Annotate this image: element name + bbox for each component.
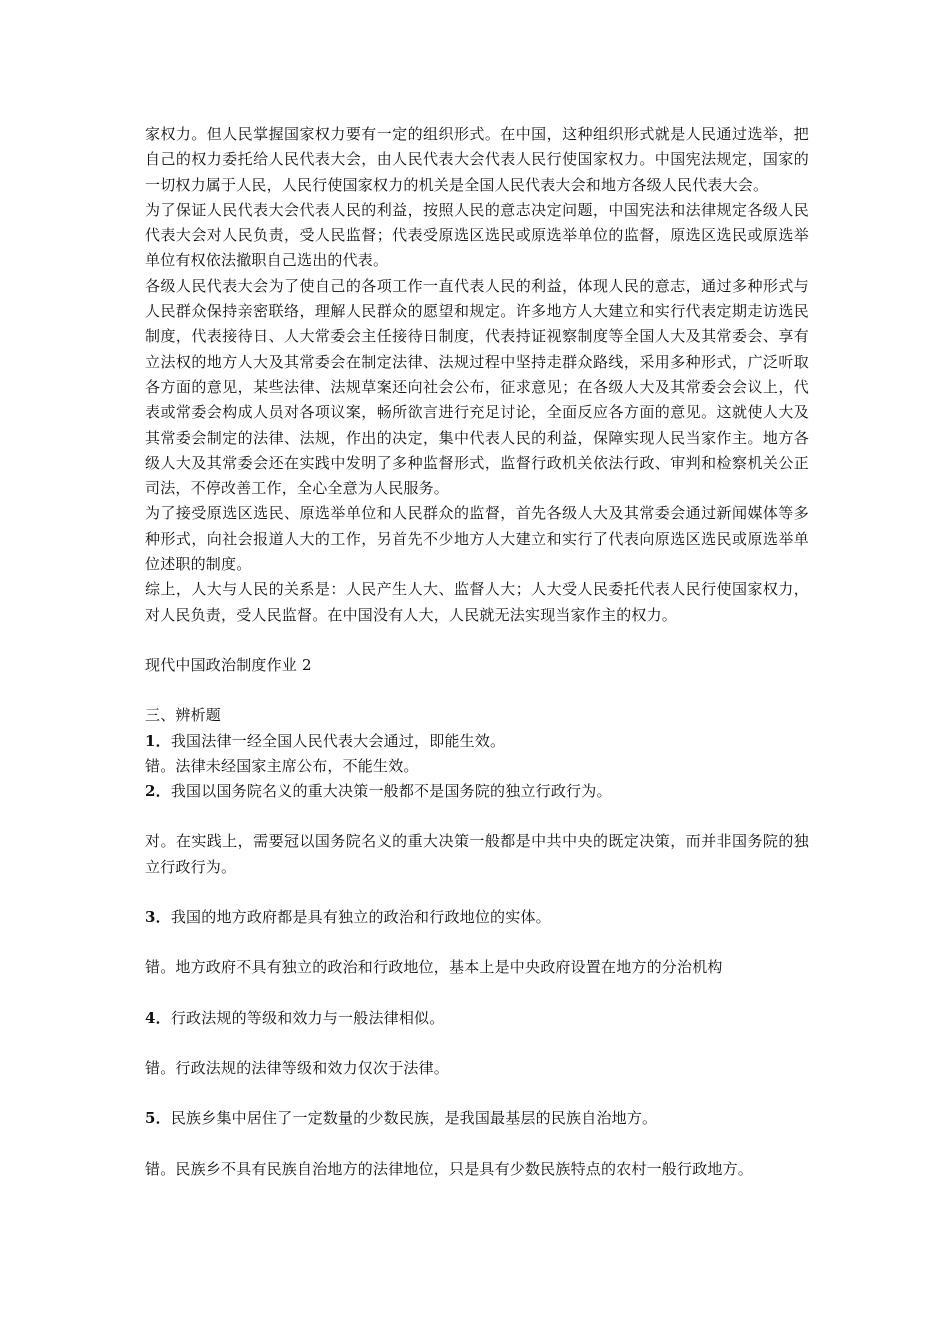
question-number-suffix: ．: [155, 908, 171, 927]
body-paragraph: 家权力。但人民掌握国家权力要有一定的组织形式。在中国，这种组织形式就是人民通过选举，把自己的权力委托给人民代表大会，由人民代表大会代表人民行使国家权力。中国宪法规定，国家的一切权力属于人民，人民行使国家权力的机关是全国人民代表大会和地方各级人民代表大会。: [145, 125, 809, 194]
spacer: [145, 930, 809, 955]
question-text: 我国以国务院名义的重大决策一般都不是国务院的独立行政行为。: [170, 782, 612, 801]
document-page: [145, 122, 809, 1182]
question-item: [145, 1006, 809, 1031]
question-number: 3: [145, 908, 156, 927]
body-paragraph: 综上，人大与人民的关系是：人民产生人大、监督人大；人大受人民委托代表人民行使国家权力，对人民负责，受人民监督。在中国没有人大，人民就无法实现当家作主的权力。: [145, 580, 809, 624]
question-number-suffix: ．: [155, 1109, 171, 1128]
body-paragraph: 为了接受原选区选民、原选举单位和人民群众的监督，首先各级人大及其常委会通过新闻媒体等多种形式，向社会报道人大的工作，另首先不少地方人大建立和实行了代表向原选区选民或原选举单位述职的制度。: [145, 504, 809, 574]
answer-text: 对。在实践上，需要冠以国务院名义的重大决策一般都是中共中央的既定决策，而并非国务院的独立行政行为。: [145, 832, 809, 876]
body-paragraph: 各级人民代表大会为了使自己的各项工作一直代表人民的利益，体现人民的意志，通过多种形式与人民群众保持亲密联络，理解人民群众的愿望和规定。许多地方人大建立和实行代表定期走访选民制度，代表接待日、人大常委会主任接待日制度，代表持证视察制度等全国人大及其常委会、享有立法权的地方人大及其常委会在制定法律、法规过程中坚持走群众路线，采用多种形式，广泛听取各方面的意见，某些法律、法规草案还向社会公布，征求意见；在各级人大及其常委会会议上，代表或常委会构成人员对各项议案，畅所欲言进行充足讨论，全面反应各方面的意见。这就使人大及其常委会制定的法律、法规，作出的决定，集中代表人民的利益，保障实现人民当家作主。地方各级人大及其常委会还在实践中发明了多种监督形式，监督行政机关依法行政、审判和检察机关公正司法，不停改善工作，全心全意为人民服务。: [145, 276, 809, 498]
spacer: [145, 981, 809, 1006]
answer-text: 错。行政法规的法律等级和效力仅次于法律。: [145, 1058, 450, 1077]
answer-text: 错。法律未经国家主席公布，不能生效。: [145, 756, 419, 775]
question-text: 我国法律一经全国人民代表大会通过，即能生效。: [170, 731, 506, 750]
spacer: [145, 804, 809, 829]
question-number: 1: [145, 731, 156, 750]
question-item: [145, 729, 809, 754]
question-number: 2: [145, 782, 156, 801]
question-number: 4: [145, 1008, 156, 1027]
answer-text: 错。地方政府不具有独立的政治和行政地位，基本上是中央政府设置在地方的分治机构: [145, 958, 723, 977]
question-text: 行政法规的等级和效力与一般法律相似。: [170, 1008, 445, 1027]
question-number-suffix: ．: [155, 782, 171, 801]
question-item: [145, 779, 809, 804]
spacer: [145, 628, 809, 653]
question-item: [145, 905, 809, 930]
spacer: [145, 1132, 809, 1157]
question-number-suffix: ．: [155, 1008, 171, 1027]
spacer: [145, 678, 809, 703]
spacer: [145, 1081, 809, 1106]
question-number-suffix: ．: [155, 731, 171, 750]
assignment-title: 现代中国政治制度作业 2: [145, 655, 312, 674]
spacer: [145, 880, 809, 905]
question-number: 5: [145, 1109, 156, 1128]
question-text: 我国的地方政府都是具有独立的政治和行政地位的实体。: [170, 908, 551, 927]
question-text: 民族乡集中居住了一定数量的少数民族，是我国最基层的民族自治地方。: [170, 1109, 658, 1128]
question-item: [145, 1106, 809, 1131]
answer-text: 错。民族乡不具有民族自治地方的法律地位，只是具有少数民族特点的农村一般行政地方。: [145, 1159, 754, 1178]
spacer: [145, 1031, 809, 1056]
section-heading: 三、辨析题: [145, 706, 222, 725]
body-paragraph: 为了保证人民代表大会代表人民的利益，按照人民的意志决定问题，中国宪法和法律规定各级人民代表大会对人民负责，受人民监督；代表受原选区选民或原选举单位的监督，原选区选民或原选举单位有权依法撤职自己选出的代表。: [145, 200, 809, 270]
